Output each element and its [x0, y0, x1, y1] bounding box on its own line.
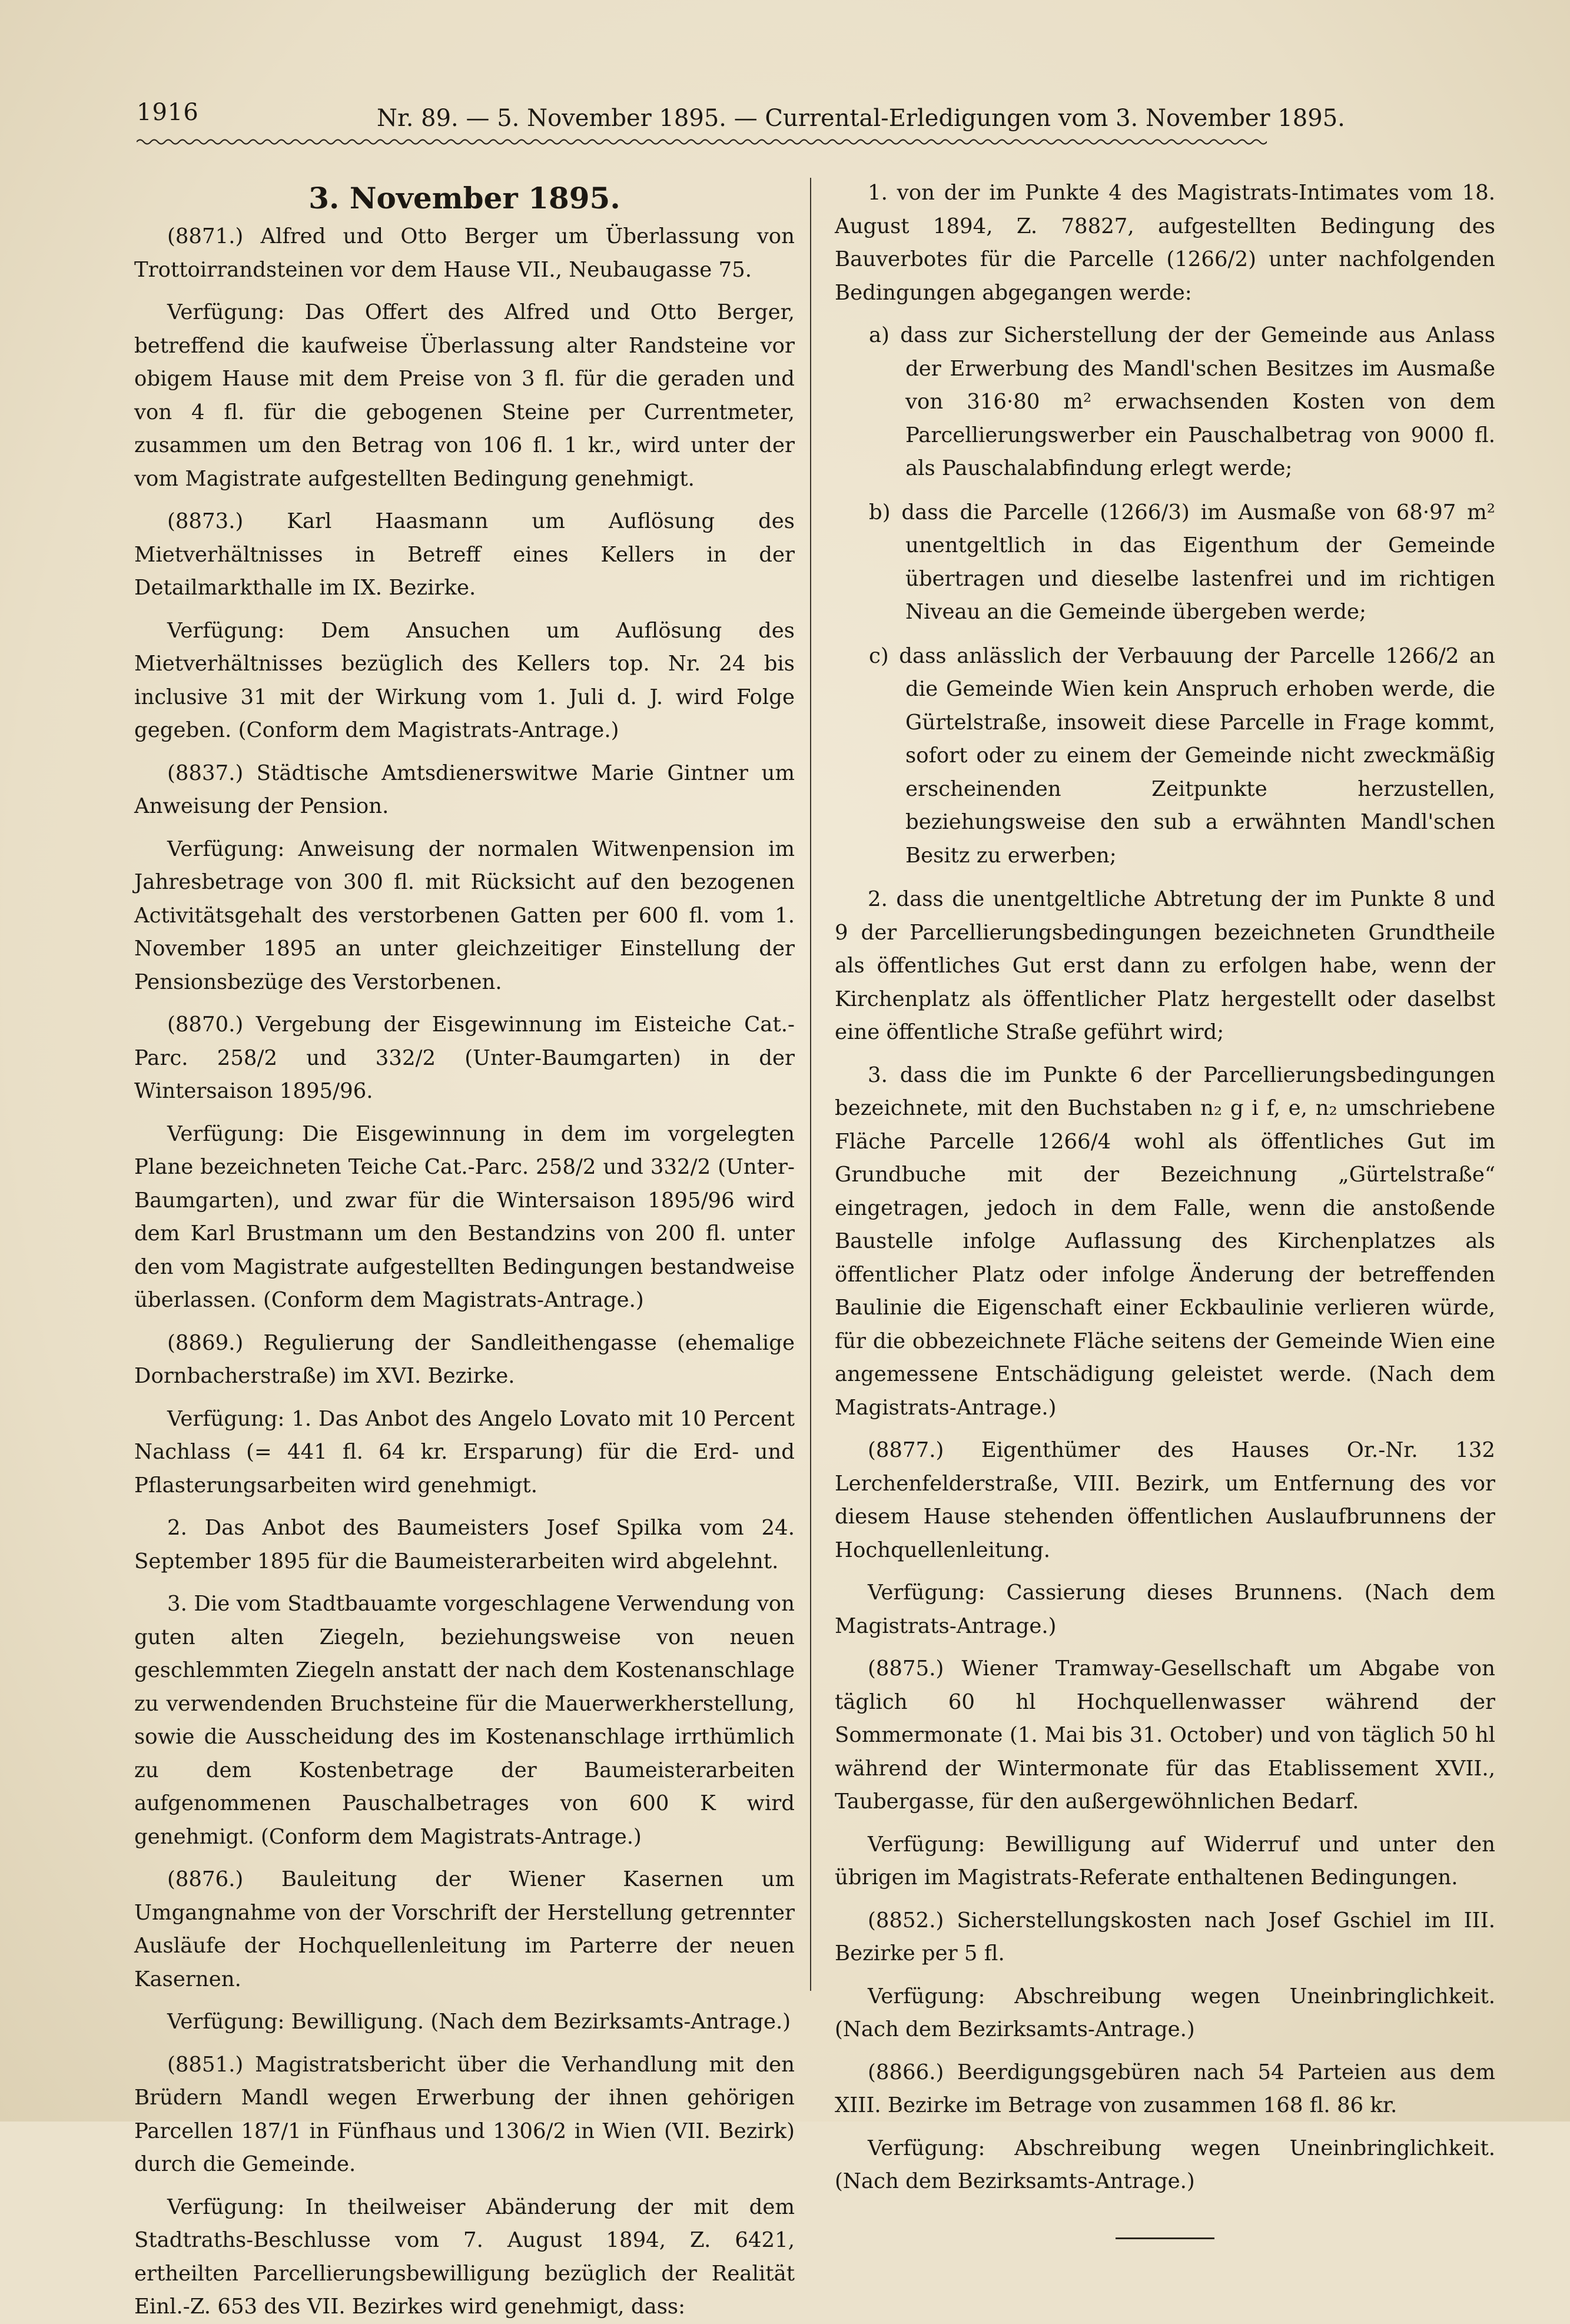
entry-8869-decision-3: 3. Die vom Stadtbauamte vorgeschlagene Verwendung von guten alten Ziegeln, beziehungsweise von neuen geschlemmten Ziegeln anstatt der nach dem Kostenanschlage zu verwendenden Bruchsteine für die Mauerwerkherstellung, sowie die Ausscheidung des im Kostenanschlage irrthümlich zu dem Kostenbetrage der Baumeisterarbeiten aufgenommenen Pauschalbetrages von 600 K wird genehmigt. (Conform dem Magistrats-Antrage.) [134, 1592, 795, 1849]
left-column [134, 177, 795, 2324]
entry-8837-subject: (8837.) Städtische Amtsdienerswitwe Marie Gintner um Anweisung der Pension. [134, 761, 795, 818]
entry-8877-decision: Verfügung: Cassierung dieses Brunnens. (Nach dem Magistrats-Antrage.) [835, 1581, 1495, 1638]
entry-8869-decision-1: Verfügung: 1. Das Anbot des Angelo Lovato mit 10 Percent Nachlass (= 441 fl. 64 kr. Ersparung) für die Erd- und Pflasterungsarbeiten wird genehmigt. [134, 1406, 795, 1498]
column-divider [810, 178, 811, 1991]
right-column [835, 177, 1495, 2239]
entry-8851-point-3: 3. dass die im Punkte 6 der Parcellierungsbedingungen bezeichnete, mit den Buchstaben n₂ g i f, e, n₂ umschriebene Fläche Parcelle 1266/4 wohl als öffentliches Gut im Grundbuche mit der Bezeichnung „Gürtelstraße“ eingetragen, jedoch in dem Falle, wenn die anstoßende Baustelle infolge Auflassung des Kirchenplatzes als öffentlicher Platz oder infolge Änderung der betreffenden Baulinie die Eigenschaft einer Eckbaulinie verlieren würde, für die obbezeichnete Fläche seitens der Gemeinde Wien eine angemessene Entschädigung geleistet werde. (Nach dem Magistrats-Antrage.) [835, 1063, 1495, 1420]
end-rule [1116, 2237, 1214, 2239]
entry-8875-subject: (8875.) Wiener Tramway-Gesellschaft um Abgabe von täglich 60 hl Hochquellenwasser während der Sommermonate (1. Mai bis 31. October) und von täglich 50 hl während der Wintermonate für das Etablissement XVII., Taubergasse, für den außergewöhnlichen Bedarf. [835, 1656, 1495, 1814]
entry-8869-subject: (8869.) Regulierung der Sandleithengasse (ehemalige Dornbacherstraße) im XVI. Bezirke. [134, 1330, 795, 1388]
running-head: Nr. 89. — 5. November 1895. — Currental-Erledigungen vom 3. November 1895. [377, 105, 1345, 132]
entry-8870-subject: (8870.) Vergebung der Eisgewinnung im Eisteiche Cat.-Parc. 258/2 und 332/2 (Unter-Baumgarten) in der Wintersaison 1895/96. [134, 1012, 795, 1103]
entry-8870-decision: Verfügung: Die Eisgewinnung in dem im vorgelegten Plane bezeichneten Teiche Cat.-Parc. 258/2 und 332/2 (Unter-Baumgarten), und zwar für die Wintersaison 1895/96 wird dem Karl Brustmann um den Bestandzins von 200 fl. unter den vom Magistrate aufgestellten Bedingungen bestandweise überlassen. (Conform dem Magistrats-Antrage.) [134, 1121, 795, 1312]
entry-8851-point-1a: a) dass zur Sicherstellung der der Gemeinde aus Anlass der Erwerbung des Mandl'schen Besitzes im Ausmaße von 316·80 m² erwachsenden Kosten von dem Parcellierungswerber ein Pauschalbetrag von 9000 fl. als Pauschalabfindung erlegt werde; [869, 323, 1495, 480]
entry-8851-point-2: 2. dass die unentgeltliche Abtretung der im Punkte 8 und 9 der Parcellierungsbedingungen bezeichneten Grundtheile als öffentliches Gut erst dann zu erfolgen habe, wenn der Kirchenplatz als öffentlicher Platz hergestellt oder daselbst eine öffentliche Straße geführt wird; [835, 887, 1495, 1044]
entry-8876-subject: (8876.) Bauleitung der Wiener Kasernen um Umgangnahme von der Vorschrift der Herstellung getrennter Ausläufe der Hochquellenleitung im Parterre der neuen Kasernen. [134, 1867, 795, 1991]
entry-8876-decision: Verfügung: Bewilligung. (Nach dem Bezirksamts-Antrage.) [167, 2010, 791, 2034]
entry-8851-point-1c: c) dass anlässlich der Verbauung der Parcelle 1266/2 an die Gemeinde Wien kein Anspruch erhoben werde, die Gürtelstraße, insoweit diese Parcelle in Frage kommt, sofort oder zu einem der Gemeinde nicht zweckmäßig erscheinenden Zeitpunkte herzustellen, beziehungsweise den sub a erwähnten Mandl'schen Besitz zu erwerben; [869, 643, 1495, 868]
page-number: 1916 [137, 99, 199, 126]
entry-8852-decision: Verfügung: Abschreibung wegen Uneinbringlichkeit. (Nach dem Bezirksamts-Antrage.) [835, 1984, 1495, 2041]
entry-8873-decision: Verfügung: Dem Ansuchen um Auflösung des Mietverhältnisses bezüglich des Kellers top. Nr. 24 bis inclusive 31 mit der Wirkung vom 1. Juli d. J. wird Folge gegeben. (Conform dem Magistrats-Antrage.) [134, 618, 795, 742]
entry-8877-subject: (8877.) Eigenthümer des Hauses Or.-Nr. 132 Lerchenfelderstraße, VIII. Bezirk, um Entfernung des vor diesem Hause stehenden öffentlichen Auslaufbrunnens der Hochquellenleitung. [835, 1438, 1495, 1562]
entry-8873-subject: (8873.) Karl Haasmann um Auflösung des Mietverhältnisses in Betreff eines Kellers in der Detailmarkthalle im IX. Bezirke. [134, 509, 795, 600]
entry-8851-point-1b: b) dass die Parcelle (1266/3) im Ausmaße von 68·97 m² unentgeltlich in das Eigenthum der Gemeinde übertragen und dieselbe lastenfrei und im richtigen Niveau an die Gemeinde übergeben werde; [869, 500, 1495, 624]
wavy-header-rule [137, 134, 1267, 150]
entry-8875-decision: Verfügung: Bewilligung auf Widerruf und unter den übrigen im Magistrats-Referate enthaltenen Bedingungen. [835, 1832, 1495, 1890]
entry-8837-decision: Verfügung: Anweisung der normalen Witwenpension im Jahresbetrage von 300 fl. mit Rücksicht auf den bezogenen Activitätsgehalt des verstorbenen Gatten per 600 fl. vom 1. November 1895 an unter gleichzeitiger Einstellung der Pensionsbezüge des Verstorbenen. [134, 836, 795, 994]
entry-8851-subject: (8851.) Magistratsbericht über die Verhandlung mit den Brüdern Mandl wegen Erwerbung der ihnen gehörigen Parcellen 187/1 in Fünfhaus und 1306/2 in Wien (VII. Bezirk) durch die Gemeinde. [134, 2052, 795, 2176]
entry-8871-decision: Verfügung: Das Offert des Alfred und Otto Berger, betreffend die kaufweise Überlassung alter Randsteine vor obigem Hause mit dem Preise von 3 fl. für die geraden und von 4 fl. für die gebogenen Steine per Currentmeter, zusammen um den Betrag von 106 fl. 1 kr., wird unter der vom Magistrate aufgestellten Bedingung genehmigt. [134, 300, 795, 491]
entry-8851-decision: Verfügung: In theilweiser Abänderung der mit dem Stadtraths-Beschlusse vom 7. August 1894, Z. 6421, ertheilten Parcellierungsbewilligung bezüglich der Realität Einl.-Z. 653 des VII. Bezirkes wird genehmigt, dass: [134, 2194, 795, 2319]
entry-8866-decision: Verfügung: Abschreibung wegen Uneinbringlichkeit. (Nach dem Bezirksamts-Antrage.) [835, 2136, 1495, 2193]
entry-8852-subject: (8852.) Sicherstellungskosten nach Josef Gschiel im III. Bezirke per 5 fl. [835, 1908, 1495, 1966]
entry-8851-point-1: 1. von der im Punkte 4 des Magistrats-Intimates vom 18. August 1894, Z. 78827, aufgestellten Bedingung des Bauverbotes für die Parcelle (1266/2) unter nachfolgenden Bedingungen abgegangen werde: [835, 181, 1495, 305]
date-heading: 3. November 1895. [308, 181, 620, 215]
entry-8871-subject: (8871.) Alfred und Otto Berger um Überlassung von Trottoirrandsteinen vor dem Hause VII., Neubaugasse 75. [134, 224, 795, 282]
entry-8869-decision-2: 2. Das Anbot des Baumeisters Josef Spilka vom 24. September 1895 für die Baumeisterarbeiten wird abgelehnt. [134, 1516, 795, 1573]
entry-8866-subject: (8866.) Beerdigungsgebüren nach 54 Parteien aus dem XIII. Bezirke im Betrage von zusammen 168 fl. 86 kr. [835, 2060, 1495, 2117]
